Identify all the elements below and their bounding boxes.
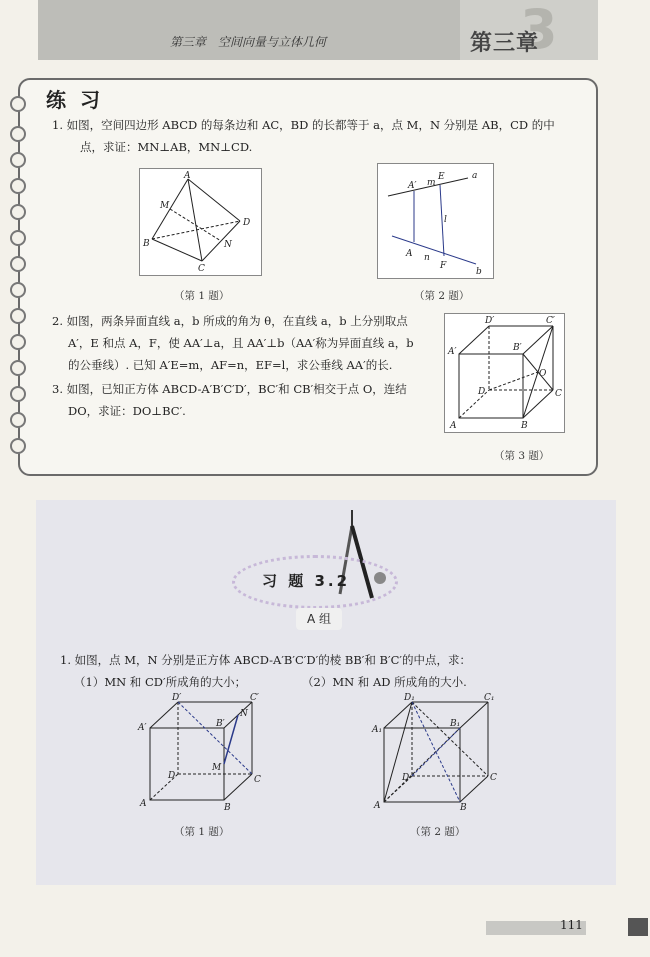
chapter-title: 第三章 空间向量与立体几何 — [170, 35, 327, 49]
cube3-label: B — [521, 421, 528, 431]
cube-e2-label: C₁ — [484, 693, 495, 703]
footer-block — [628, 918, 648, 936]
figure-caption: （第 2 题） — [414, 290, 470, 302]
cube-e1-label: C — [254, 775, 261, 785]
skew-label: a — [472, 171, 478, 181]
cube-e1-label: A — [140, 799, 147, 809]
cube-e1-label: D′ — [172, 693, 182, 703]
cube-e1-label: B′ — [216, 719, 225, 729]
cube-e1-label: B — [224, 803, 231, 812]
cube3-label: D — [478, 387, 486, 397]
tetra-label: D — [243, 218, 251, 228]
figure-cube-practice — [444, 313, 565, 433]
cube3-label: C′ — [546, 316, 555, 326]
binder-ring-icon — [10, 204, 26, 220]
skew-label: b — [476, 267, 482, 277]
practice-q2-line3: 的公垂线）. 已知 A′E=m，AF=n，EF=l，求公垂线 AA′的长. — [68, 358, 393, 372]
chapter-number-watermark: 3 — [520, 0, 558, 61]
cube-practice-diagram — [445, 314, 564, 432]
cube3-label: D′ — [485, 316, 495, 326]
binder-ring-icon — [10, 308, 26, 324]
figure-caption: （第 1 题） — [174, 290, 230, 302]
practice-title: 练习 — [46, 88, 114, 112]
exercise-q1-part2: （2）MN 和 AD 所成角的大小. — [302, 675, 467, 689]
binder-ring-icon — [10, 282, 26, 298]
cube-e2-label: A — [374, 801, 381, 811]
figure-skew-lines — [377, 163, 494, 279]
group-label: A 组 — [296, 608, 342, 630]
exercise-q1 — [60, 649, 600, 671]
binder-ring-icon — [10, 178, 26, 194]
cube3-label: A′ — [448, 347, 457, 357]
practice-q3-line1: 3. 如图，已知正方体 ABCD-A′B′C′D′，BC′和 CB′相交于点 O，连结 — [52, 382, 407, 396]
practice-q2 — [52, 310, 442, 376]
figure-caption: （第 3 题） — [494, 450, 550, 462]
practice-q1-line2: 点，求证：MN⊥AB，MN⊥CD. — [80, 140, 253, 154]
exercise-q1-part1: （1）MN 和 CD′所成角的大小； — [74, 675, 247, 689]
skew-lines-diagram — [378, 164, 493, 278]
cube-e2-label: B₁ — [450, 719, 461, 729]
tetra-label: N — [224, 240, 232, 250]
page-number: 111 — [560, 918, 583, 932]
cube-e2-label: D — [402, 773, 410, 783]
skew-label: A — [406, 249, 413, 259]
cube-e1-label: A′ — [138, 723, 147, 733]
tetra-label: C — [198, 264, 205, 274]
cube3-label: A — [450, 421, 457, 431]
practice-q2-line2: A′，E 和点 A，F，使 AA′⊥a，且 AA′⊥b（AA′称为异面直线 a，b — [68, 336, 414, 350]
binder-ring-icon — [10, 386, 26, 402]
binder-ring-icon — [10, 152, 26, 168]
cube-e1-label: N — [240, 709, 248, 719]
binder-ring-icon — [10, 412, 26, 428]
binder-ring-icon — [10, 360, 26, 376]
tetrahedron-diagram — [140, 169, 261, 275]
cube3-label: B′ — [513, 343, 522, 353]
cube-e1-label: M — [212, 763, 222, 773]
cube-exercise-1-diagram — [136, 692, 266, 812]
practice-q1-line1: 1. 如图，空间四边形 ABCD 的每条边和 AC，BD 的长都等于 a，点 M，N 分别是 AB，CD 的中 — [52, 118, 555, 132]
practice-q3 — [52, 378, 442, 422]
practice-q1 — [52, 114, 592, 158]
exercise-q1-line1: 1. 如图，点 M，N 分别是正方体 ABCD-A′B′C′D′的棱 BB′和 B′C′的中点，求： — [60, 653, 472, 667]
chapter-tab-label: 第三章 — [470, 31, 540, 56]
binder-ring-icon — [10, 438, 26, 454]
skew-label: F — [440, 261, 447, 271]
figure-caption: （第 2 题） — [410, 826, 466, 838]
practice-q3-line2: DO，求证：DO⊥BC′. — [68, 404, 186, 418]
exercise-title: 习 题 3.2 — [262, 572, 351, 590]
cube-e2-label: D₁ — [404, 693, 415, 703]
skew-label: m — [427, 178, 436, 188]
practice-q2-line1: 2. 如图，两条异面直线 a，b 所成的角为 θ，在直线 a，b 上分别取点 — [52, 314, 408, 328]
cube-e1-label: D — [168, 771, 176, 781]
tetra-label: B — [143, 239, 150, 249]
binder-ring-icon — [10, 334, 26, 350]
skew-label: n — [424, 253, 430, 263]
cube-e1-label: C′ — [250, 693, 259, 703]
tetra-label: M — [160, 201, 170, 211]
cube-exercise-2-diagram — [370, 692, 500, 812]
skew-label: E — [438, 172, 445, 182]
binder-ring-icon — [10, 256, 26, 272]
cube3-label: O — [539, 369, 547, 379]
tetra-label: A — [184, 171, 191, 181]
binder-ring-icon — [10, 126, 26, 142]
cube-e2-label: A₁ — [372, 725, 383, 735]
cube-e2-label: C — [490, 773, 497, 783]
skew-label: A′ — [408, 181, 417, 191]
cube-e2-label: B — [460, 803, 467, 812]
cube3-label: C — [555, 389, 562, 399]
figure-caption: （第 1 题） — [174, 826, 230, 838]
binder-ring-icon — [10, 96, 26, 112]
skew-label: l — [444, 215, 447, 225]
binder-ring-icon — [10, 230, 26, 246]
figure-tetrahedron — [139, 168, 262, 276]
